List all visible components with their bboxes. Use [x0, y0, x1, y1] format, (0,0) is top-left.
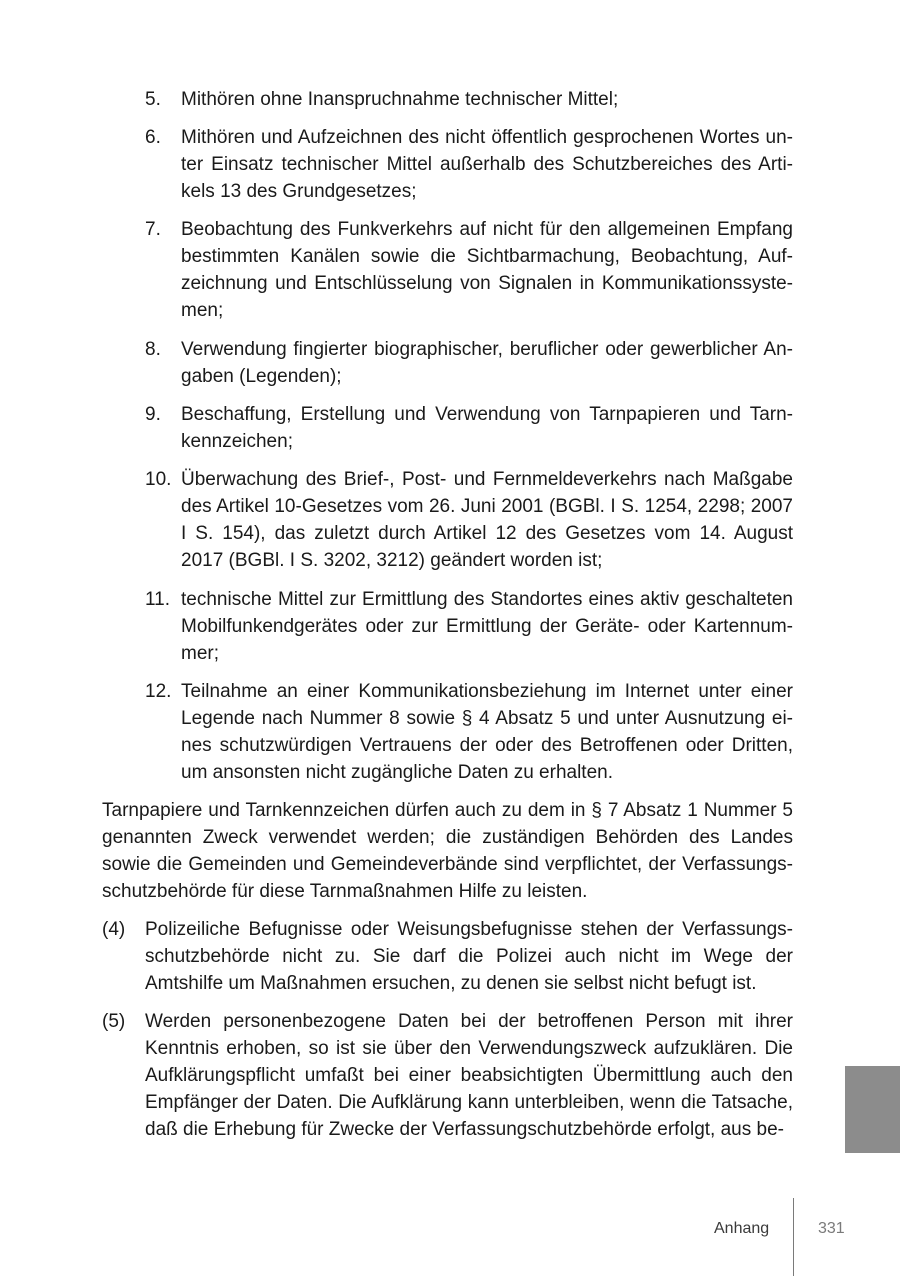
paragraph-number: (4) [102, 919, 126, 940]
list-item-number: 11. [145, 589, 171, 610]
list-item-number: 12. [145, 681, 172, 702]
list-item-number: 9. [145, 404, 161, 425]
page-number: 331 [818, 1220, 845, 1237]
section-tab-marker [845, 1066, 900, 1153]
list-item-12 [145, 678, 793, 786]
list-item-5 [145, 86, 793, 113]
paragraph-text: Polizeiliche Befugnisse oder Weisungsbefugnisse stehen der Verfassungsschutzbehörde nicht zu. Sie darf die Polizei auch nicht im Wege der Amtshilfe um Maßnahmen ersuchen, zu denen sie selbst nicht befugt ist. [145, 919, 793, 994]
list-item-text: technische Mittel zur Ermittlung des Standortes eines aktiv geschalteten Mobilfunkendgerätes oder zur Ermittlung der Geräte- oder Kartennummer; [181, 589, 793, 664]
list-item-8 [145, 336, 793, 390]
list-item-6 [145, 124, 793, 205]
list-item-text: Beobachtung des Funkverkehrs auf nicht für den allgemeinen Empfang bestimmten Kanälen sowie die Sichtbarmachung, Beobachtung, Aufzeichnung und Entschlüsselung von Signalen in Kommunikationssystemen; [181, 219, 793, 321]
paragraph-5 [102, 1008, 793, 1143]
list-item-7 [145, 216, 793, 324]
footer-divider [793, 1198, 794, 1276]
paragraph-text: Werden personenbezogene Daten bei der betroffenen Person mit ihrer Kenntnis erhoben, so ist sie über den Verwendungszweck aufzuklären. Die Aufklärungspflicht umfaßt bei einer beabsichtigten Übermittlung auch den Empfänger der Daten. Die Aufklärung kann unterbleiben, wenn die Tatsache, daß die Erhebung für Zwecke der Verfassungschutzbehörde erfolgt, aus be- [145, 1011, 793, 1140]
list-item-number: 6. [145, 127, 161, 148]
list-item-number: 5. [145, 89, 161, 110]
list-item-text: Mithören ohne Inanspruchnahme technischer Mittel; [181, 89, 619, 110]
list-item-text: Überwachung des Brief-, Post- und Fernmeldeverkehrs nach Maßgabe des Artikel 10-Gesetzes vom 26. Juni 2001 (BGBl. I S. 1254, 2298; 2007 I S. 154), das zuletzt durch Artikel 12 des Gesetzes vom 14. August 2017 (BGBl. I S. 3202, 3212) geändert worden ist; [181, 469, 793, 571]
list-item-text: Mithören und Aufzeichnen des nicht öffentlich gesprochenen Wortes unter Einsatz technischer Mittel außerhalb des Schutzbereiches des Artikels 13 des Grundgesetzes; [181, 127, 793, 202]
list-item-10 [145, 466, 793, 574]
list-item-11 [145, 586, 793, 667]
paragraph-4 [102, 916, 793, 997]
list-item-number: 8. [145, 339, 161, 360]
list-item-text: Beschaffung, Erstellung und Verwendung von Tarnpapieren und Tarnkennzeichen; [181, 404, 793, 452]
list-item-9 [145, 401, 793, 455]
paragraph-number: (5) [102, 1011, 126, 1032]
list-item-number: 10. [145, 469, 172, 490]
closing-sentence: Tarnpapiere und Tarnkennzeichen dürfen auch zu dem in § 7 Absatz 1 Nummer 5 genannten Zweck verwendet werden; die zuständigen Behörden des Landes sowie die Gemeinden und Gemeindeverbände sind verpflichtet, der Verfassungsschutzbehörde für diese Tarnmaßnahmen Hilfe zu leisten. [102, 800, 793, 902]
list-item-text: Verwendung fingierter biographischer, beruflicher oder gewerblicher Angaben (Legenden); [181, 339, 793, 387]
list-item-text: Teilnahme an einer Kommunikationsbeziehung im Internet unter einer Legende nach Nummer 8 sowie § 4 Absatz 5 und unter Ausnutzung eines schutzwürdigen Vertrauens der oder des Betroffenen oder Dritten, um ansonsten nicht zugängliche Daten zu erhalten. [181, 681, 793, 783]
list-item-number: 7. [145, 219, 161, 240]
footer-section-label: Anhang [714, 1220, 770, 1237]
